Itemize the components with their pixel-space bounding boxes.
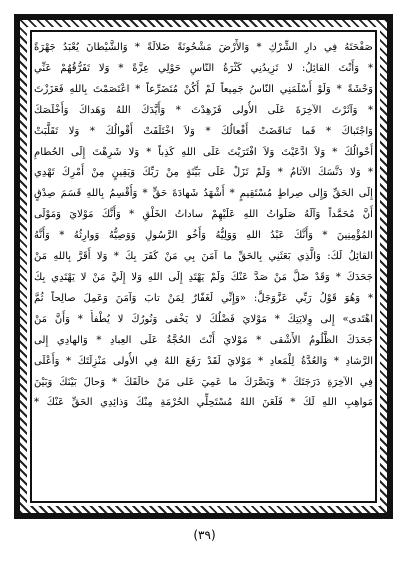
text-line: اهْتَدى» إِلى وِلايَتِكَ * مَوْلايَ فَضْلُكَ لا يَخْفى وَنُورُكَ لا يُطْفأُ * وَأَنَّ مَنْ: [34, 313, 373, 325]
text-line: صَفْحَتَهُ فِي دارِ الشِّرْكِ * وَالأَرْضَ مَشْحُونَةً ضَلالَةً * وَالشَّيْطانَ يُعْبَدُ جَهْرَةً: [34, 42, 373, 53]
text-line: مَواهِبِ اللهِ لَكَ * فَلَعَنَ اللهُ مُسْتَحِلِّي الحُرْمَةِ مِنْكَ وَذائِدِي الحَقِّ عَنْكَ *: [34, 397, 373, 409]
text-line: القائِلُ لَكَ: وَالَّذِي بَعَثَنِي بِالحَقِّ ما آمَنَ بِي مَنْ كَفَرَ بِكَ * وَلا أَقَرَّ بِاللهِ مَنْ: [34, 251, 373, 263]
text-line: * وَلا دَنَّسَكَ الآثامُ * وَلَمْ تَزَلْ عَلَى بَيِّنَةٍ مِنْ رَبِّكَ وَيَقِينٍ مِنْ أَمْرِكَ تَهْدِي: [34, 167, 373, 179]
text-line: * وَهُوَ قَوْلُ رَبِّي عَزَّوَجَلَّ: «وَإِنِّي لَغَفّارٌ لِمَنْ تابَ وَآمَنَ وَعَمِلَ صالِحاً ثُمَّ: [34, 292, 373, 304]
text-line: جَحَدَكَ الظَّلُومُ الأَشْقى * مَوْلايَ أَنْتَ الحُجَّةُ عَلَى العِبادِ * وَالهادِي إِلى: [34, 334, 373, 346]
prayer-text: [34, 38, 373, 498]
text-line: * وَأَنْتَ القائِلُ: لا تَزِيدُنِي كَثْرَةُ النّاسِ حَوْلِي عِزَّةً * وَلا تَفَرُّقُهُمْ عَنِّي: [34, 62, 373, 74]
text-line: الرَّشادِ * وَالعُدَّةُ لِلْمَعادِ * مَوْلايَ لَقَدْ رَفَعَ اللهُ فِي الأُولى مَنْزِلَتَكَ * وَأَعْلَى: [34, 355, 373, 367]
text-line: * وَآثَرْتَ الآخِرَةَ عَلَى الأُولى فَزَهِدْتَ * وَأَيَّدَكَ اللهُ وَهَداكَ وَأَخْلَصَكَ: [34, 104, 373, 116]
text-line: فِي الآخِرَةِ دَرَجَتَكَ * وَبَصَّرَكَ ما عَمِيَ عَلى مَنْ خالَفَكَ * وَحالَ بَيْنَكَ وَبَيْنَ: [34, 376, 373, 388]
text-line: المُؤْمِنِينَ * وَأَنَّكَ عَبْدُ اللهِ وَوَلِيُّهُ وَأَخُو الرَّسُولِ وَوَصِيُّهُ وَوارِثُهُ * وَأَنَّهُ: [34, 230, 373, 242]
text-line: أَنَّ مُحَمَّداً وَآلَهُ صَلَواتُ اللهِ عَلَيْهِمْ ساداتُ الخَلْقِ * وَأَنَّكَ مَوْلايَ وَمَوْلَى: [34, 209, 373, 221]
text-line: إِلَى الحَقِّ وَإِلى صِراطٍ مُسْتَقِيمٍ * أَشْهَدُ شَهادَةَ حَقٍّ * وَأُقْسِمُ بِاللهِ قَسَمَ صِدْقٍ: [34, 188, 373, 200]
text-line: أَحْوالُكَ * وَلاَ ادَّعَيْتَ وَلاَ افْتَرَيْتَ عَلَى اللهِ كَذِباً * وَلا شَرِهْتَ إِلَى الحُطامِ: [34, 146, 373, 158]
text-line: وَاجْتَباكَ * فَما تَناقَضَتْ أَفْعالُكَ * وَلاَ اخْتَلَفَتْ أَقْوالُكَ * وَلا تَقَلَّبَتْ: [34, 125, 373, 137]
text-line: جَحَدَكَ * وَقَدْ ضَلَّ مَنْ صَدَّ عَنْكَ وَلَمْ يَهْتَدِ إِلَى اللهِ وَلا إِلَيَّ مَنْ لا يَهْتَدِي بِكَ: [34, 271, 373, 283]
text-line: وَحْشَةً * وَلَوْ أَسْلَمَنِي النّاسُ جَمِيعاً لَمْ أَكُنْ مُتَضَرِّعاً * اعْتَصَمْتَ بِاللهِ فَعَزَزْتَ: [34, 83, 373, 95]
page-number: (٣٩): [193, 528, 216, 542]
